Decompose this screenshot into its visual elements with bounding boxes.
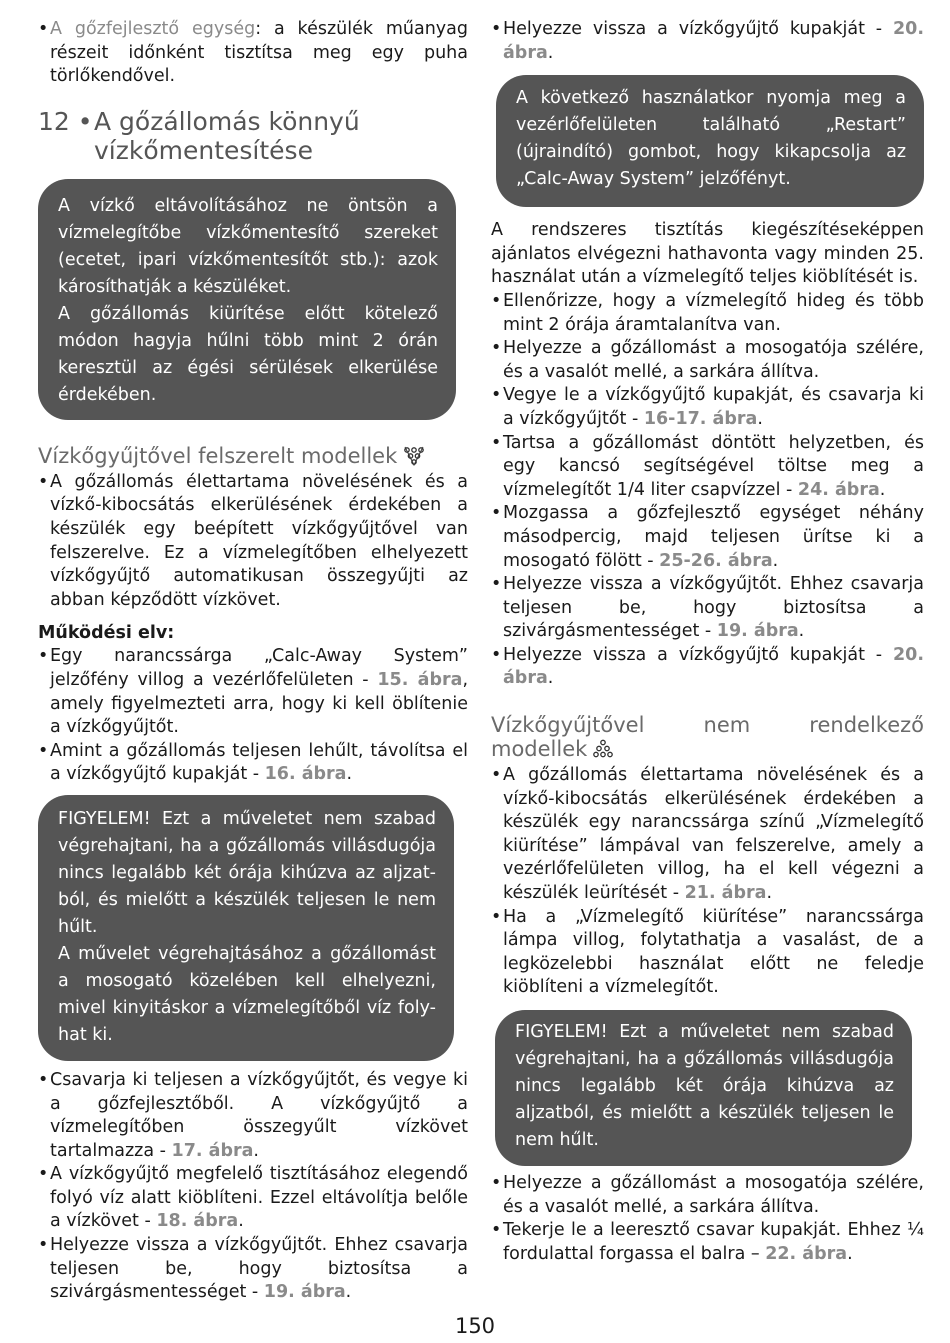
bullet-text: A vízkőgyűjtő megfelelő tisztításához elegendő folyó víz alatt kiöblíteni. Ezzel eltávolítja belőle a vízkövet - <box>50 1164 468 1232</box>
intro-bullet <box>38 18 468 89</box>
figure-ref: 25-26. ábra <box>659 550 773 571</box>
subheading-line1: Vízkőgyűjtővel nem rendelkező <box>491 713 924 738</box>
warning-p2: A gőzállomás kiürítése előtt kötelező módon hagyja hűlni több mint 2 órán keresztül az égési sérülések elkerülése érdekében. <box>58 303 438 405</box>
figure-ref: 20. ábra <box>503 19 924 63</box>
restart-text: A következő használatkor nyomja meg a vezérlőfelületen található „Restart” (újraindító) gombot, hogy kikapcsolja az „Calc-Away System” jelzőfényt. <box>516 88 906 190</box>
figure-ref: 16-17. ábra <box>643 408 758 429</box>
caution-left-p2: A művelet végrehajtásához a gőzállomást a mosogató közelében kell elhelyezni, mivel kinyitáskor a vízmelegítőből víz foly-hat ki. <box>58 943 436 1045</box>
right-paragraph: A rendszeres tisztítás kiegészítéseképpen ajánlatos elvégezni hathavonta vagy minden 25. használat után a vízmelegítő teljes kiöblítését is. <box>491 220 924 288</box>
right-bullet-12 <box>491 1219 924 1266</box>
subheading-with-collector <box>38 444 468 471</box>
bullet-tail: . <box>547 42 554 63</box>
bullet-tail: . <box>238 1211 244 1232</box>
bullet-tail: . <box>547 668 554 689</box>
bullet-text: A gőzállomás élettartama növelésének és a vízkő-kibocsátás elkerülésének érdekében a készülék egy narancssárga színű „Vízmelegítő kiürítése” lámpával van felszerelve, amely a vezérlőfelületen villog, ha el kell végezni a készülék leürítését - <box>503 765 924 904</box>
intro-highlight: A gőzfejlesztő egység <box>50 19 256 39</box>
figure-ref: 19. ábra <box>263 1282 346 1303</box>
bullet-text: Helyezze vissza a vízkőgyűjtőt. Ehhez csavarja teljesen be, hogy biztosítsa a szivárgásmentességet - <box>50 1235 468 1303</box>
right-bullet-5 <box>491 432 924 503</box>
bullet-tail: , amely figyelmezteti arra, hogy ki kell öblítenie a vízkőgyűjtőt. <box>50 669 469 738</box>
right-column <box>491 18 924 1266</box>
right-bullet-10: • Ha a „Vízmelegítő kiürítése” narancssárga lámpa villog, folytathatja a vasalást, de a legközelebbi használat előtt ne feledje kiöblíteni a vízmelegítőt. <box>491 906 924 1000</box>
caution-box-left <box>38 795 454 1061</box>
caution-box-right <box>495 1010 912 1166</box>
warning-p1: A vízkő eltávolításához ne öntsön a vízmelegítőbe vízkőmentesítő szereket (ecetet, ipari vízkőmentesítőt stb.): azok károsíthatják a készüléket. <box>58 195 438 297</box>
right-bullet-8 <box>491 644 924 691</box>
figure-ref: 18. ábra <box>156 1211 239 1232</box>
figure-ref: 21. ábra <box>684 883 767 904</box>
bullet-text: Helyezze vissza a vízkőgyűjtő kupakját - <box>503 644 893 665</box>
bullet-text: Helyezze vissza a vízkőgyűjtő kupakját - <box>503 19 893 39</box>
figure-ref: 22. ábra <box>765 1243 848 1264</box>
figure-ref: 19. ábra <box>716 621 799 642</box>
section-number: 12 • <box>38 106 93 136</box>
right-bullet-2: • Ellenőrizze, hogy a vízmelegítő hideg és több mint 2 órája áramtalanítva van. <box>491 290 924 337</box>
right-bullet-4 <box>491 384 924 431</box>
right-bullet-6 <box>491 502 924 573</box>
left-column <box>38 18 468 1305</box>
figure-ref: 15. ábra <box>377 669 463 690</box>
principle-heading: Működési elv: <box>38 623 175 644</box>
section-title-line1: A gőzállomás könnyű <box>94 106 360 136</box>
subheading-line2: modellek <box>491 737 588 762</box>
no-collector-icon <box>593 739 613 764</box>
right-bullet-9 <box>491 764 924 906</box>
left-bullet-1: • A gőzállomás élettartama növelésének és a vízkő-kibocsátás elkerülésének érdekében a készülék egy beépített vízkőgyűjtővel van felszerelve. Ez a vízmelegítőben elhelyezett vízkőgyűjtő automatikusan összegyűjti az abban képződött vízkövet. <box>38 471 468 613</box>
bullet-tail: . <box>253 1140 259 1161</box>
bullet-text: Amint a gőzállomás teljesen lehűlt, távolítsa el a vízkőgyűjtő kupakját - <box>50 740 468 785</box>
bullet-text: Egy narancssárga „Calc-Away System” jelzőfény villog a vezérlőfelületen - <box>50 646 468 690</box>
left-bullet-3 <box>38 740 468 787</box>
subheading-text: Vízkőgyűjtővel felszerelt modellek <box>38 443 398 468</box>
bullet-tail: . <box>772 550 779 571</box>
right-bullet-1 <box>491 18 924 65</box>
bullet-text: Csavarja ki teljesen a vízkőgyűjtőt, és vegye ki a gőzfejlesztőből. A vízkőgyűjtő a vízmelegítőben összegyűlt vízkövet tartalmazza - <box>50 1069 468 1161</box>
left-bullet-6 <box>38 1234 468 1305</box>
right-bullet-11: • Helyezze a gőzállomást a mosogatója szélére, és a vasalót mellé, a sarkára állítva. <box>491 1172 924 1219</box>
bullet-text: Vegye le a vízkőgyűjtő kupakját, és csavarja ki a vízkőgyűjtőt - <box>503 385 924 429</box>
caution-right-text: FIGYELEM! Ezt a műveletet nem szabad végrehajtani, ha a gőzállomás villásdugója nincs legalább két órája kihúzva az aljzatból, és mielőtt a készülék teljesen le nem hűlt. <box>515 1022 894 1150</box>
left-bullet-5 <box>38 1163 468 1234</box>
bullet-tail: . <box>346 764 353 785</box>
bullet-tail: . <box>879 479 886 500</box>
bullet-text: Tekerje le a leeresztő csavar kupakját. Ehhez ¼ fordulattal forgassa el balra – <box>503 1220 924 1264</box>
section-title <box>38 107 468 165</box>
scale-collector-icon <box>403 446 425 471</box>
right-bullet-7 <box>491 573 924 644</box>
caution-left-p1: FIGYELEM! Ezt a műveletet nem szabad végrehajtani, ha a gőzállomás villásdugója nincs legalább két órája kihúzva az aljzat-ból, és mielőtt a készülék teljesen le nem hűlt. <box>58 808 436 937</box>
figure-ref: 17. ábra <box>171 1140 254 1161</box>
left-bullet-2 <box>38 645 468 739</box>
bullet-text: Helyezze vissza a vízkőgyűjtőt. Ehhez csavarja teljesen be, hogy biztosítsa a szivárgásmentességet - <box>503 574 924 642</box>
warning-box <box>38 179 456 420</box>
bullet-text: Tartsa a gőzállomást döntött helyzetben, és egy kancsó segítségével töltse meg a vízmelegítőt 1/4 liter csapvízzel - <box>503 432 924 500</box>
left-bullet-4 <box>38 1069 468 1163</box>
figure-ref: 16. ábra <box>264 764 347 785</box>
bullet-tail: . <box>798 621 805 642</box>
bullet-text: Mozgassa a gőzfejlesztő egységet néhány másodpercig, majd teljesen ürítse ki a mosogató fölött - <box>503 503 924 571</box>
section-title-line2: vízkőmentesítése <box>94 135 313 165</box>
bullet-tail: . <box>345 1282 352 1303</box>
bullet-tail: . <box>766 883 773 904</box>
bullet-tail: . <box>757 408 763 429</box>
figure-ref: 20. ábra <box>503 644 924 689</box>
subheading-without-collector <box>491 713 924 764</box>
figure-ref: 24. ábra <box>797 479 880 500</box>
page-number: 150 <box>454 1314 496 1338</box>
restart-box <box>496 75 924 207</box>
bullet-tail: . <box>847 1243 853 1264</box>
right-bullet-3: • Helyezze a gőzállomást a mosogatója szélére, és a vasalót mellé, a sarkára állítva. <box>491 337 924 384</box>
intro-text: : a készülék műanyag részeit időnként tisztítsa meg egy puha törlőkendővel. <box>50 19 468 87</box>
